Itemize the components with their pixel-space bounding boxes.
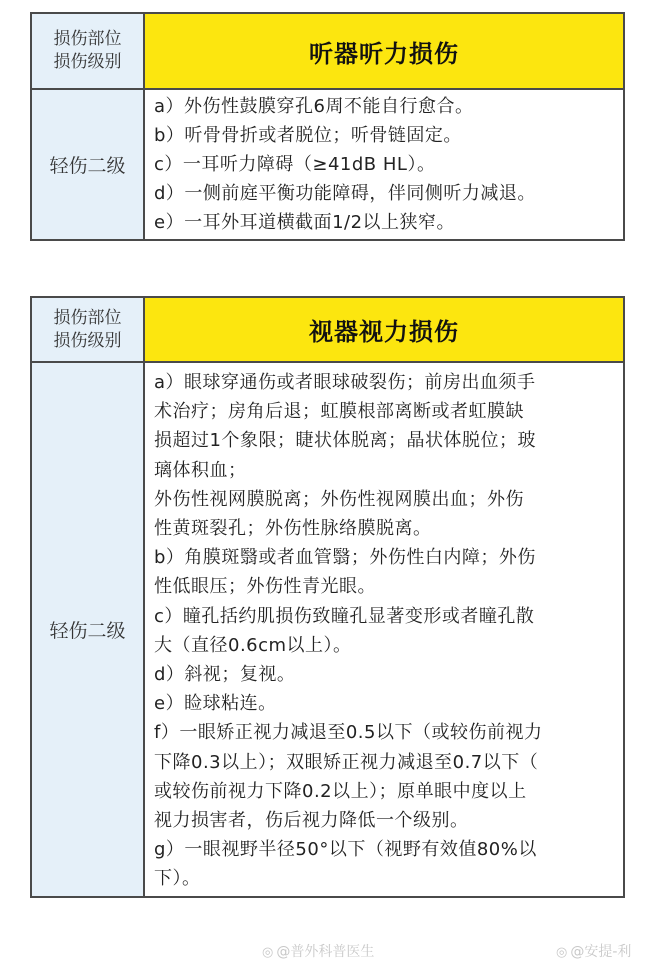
hearing-injury-table (30, 12, 625, 241)
weibo-icon: ◎ (262, 945, 274, 960)
criteria-item: b）听骨骨折或者脱位；听骨链固定。 (154, 125, 462, 146)
criteria-item: g）一眼视野半径50°以下（视野有效值80%以 下）。 (154, 839, 537, 890)
criteria-item: a）外伤性鼓膜穿孔6周不能自行愈合。 (154, 96, 474, 117)
criteria-list (144, 362, 624, 897)
watermark-right-text: @安提-利 (570, 944, 632, 960)
criteria-item: c）一耳听力障碍（≥41dB HL）。 (154, 154, 436, 175)
grade-label: 轻伤二级 (31, 89, 144, 240)
vision-injury-table (30, 296, 625, 898)
header-label-cell (31, 297, 144, 362)
grade-label: 轻伤二级 (31, 362, 144, 897)
watermark-left (262, 941, 374, 961)
injury-grade-label: 损伤级别 (53, 330, 122, 351)
injury-grade-label: 损伤级别 (53, 52, 122, 72)
criteria-item: d）斜视；复视。 (154, 664, 296, 686)
table-body-row (31, 362, 624, 897)
table-body-row (31, 89, 624, 240)
table-title: 视器视力损伤 (144, 297, 624, 362)
table-header-row (31, 297, 624, 362)
criteria-item: f）一眼矫正视力减退至0.5以下（或较伤前视力 下降0.3以上）；双眼矫正视力减退至0.7以下（ 或较伤前视力下降0.2以上）；原单眼中度以上 视力损害者，伤后视力降低一个级别。 (154, 722, 543, 832)
table-header-row (31, 13, 624, 89)
criteria-item: e）睑球粘连。 (154, 693, 277, 715)
criteria-list (144, 89, 624, 240)
watermark-left-text: @普外科普医生 (276, 944, 375, 960)
criteria-item: e）一耳外耳道横截面1/2以上狭窄。 (154, 212, 456, 233)
table-title: 听器听力损伤 (144, 13, 624, 89)
weibo-icon: ◎ (556, 945, 568, 960)
criteria-item: c）瞳孔括约肌损伤致瞳孔显著变形或者瞳孔散 大（直径0.6cm以上）。 (154, 605, 535, 656)
injury-site-label: 损伤部位 (53, 307, 122, 328)
criteria-item: b）角膜斑翳或者血管翳；外伤性白内障；外伤 性低眼压；外伤性青光眼。 (154, 547, 536, 598)
criteria-item: a）眼球穿通伤或者眼球破裂伤；前房出血须手 术治疗；房角后退；虹膜根部离断或者虹膜缺 损超过1个象限；睫状体脱离；晶状体脱位；玻 璃体积血； 外伤性视网膜脱离；外伤性视网膜出血；外伤 性黄斑裂孔；外伤性脉络膜脱离。 (154, 372, 536, 540)
watermark-right (556, 941, 631, 961)
injury-site-label: 损伤部位 (53, 29, 122, 49)
header-label-cell (31, 13, 144, 89)
criteria-item: d）一侧前庭平衡功能障碍，伴同侧听力减退。 (154, 183, 536, 204)
